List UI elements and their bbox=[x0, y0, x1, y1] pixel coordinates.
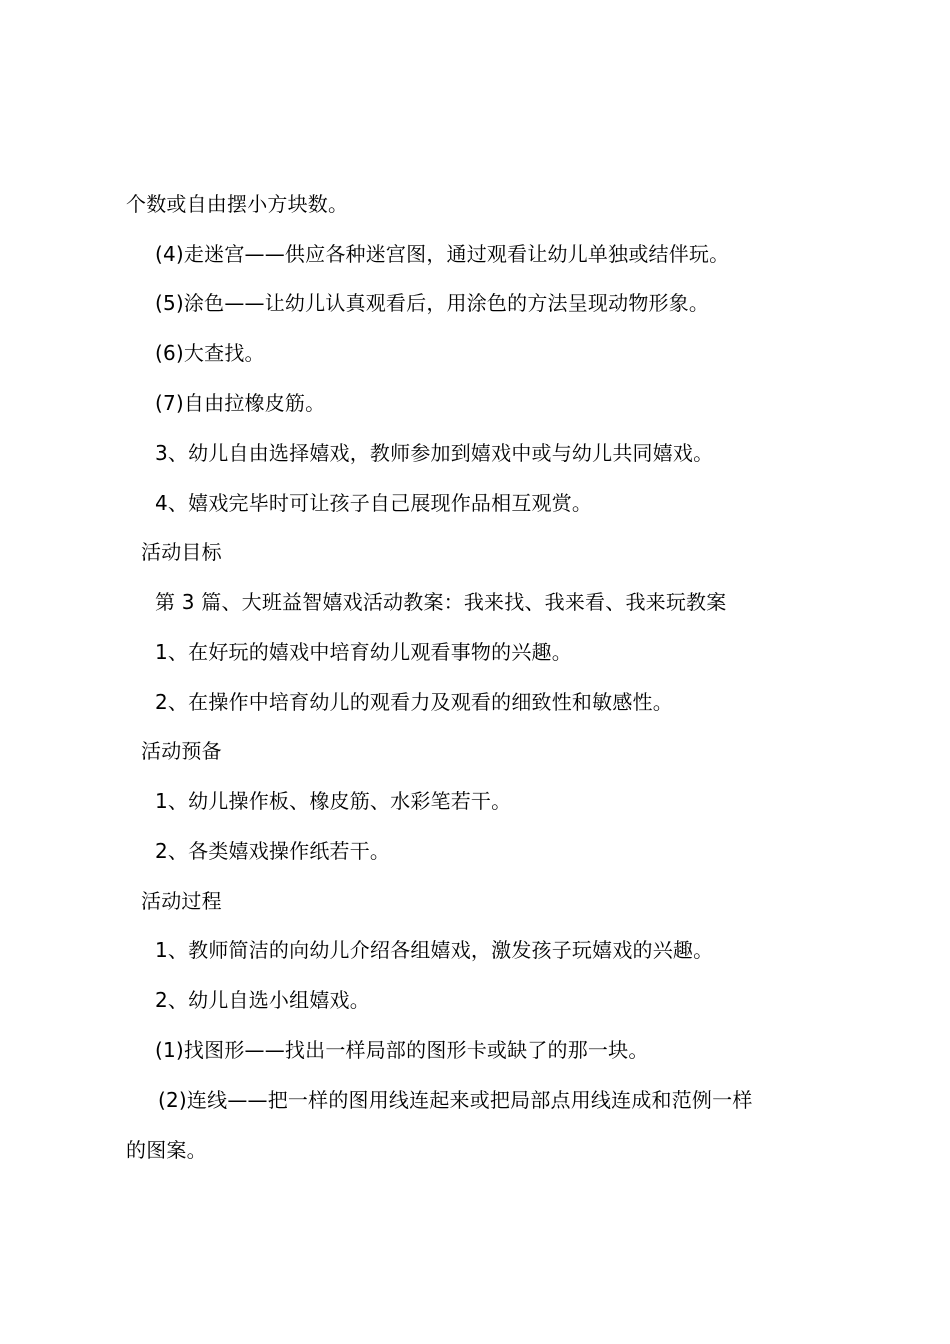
section-heading: 活动过程 bbox=[141, 889, 222, 913]
paragraph-line: (5)涂色——让幼儿认真观看后，用涂色的方法呈现动物形象。 bbox=[155, 291, 710, 315]
paragraph-line: 个数或自由摆小方块数。 bbox=[126, 192, 349, 216]
paragraph-line: 2、各类嬉戏操作纸若干。 bbox=[155, 839, 391, 863]
paragraph-line: (7)自由拉橡皮筋。 bbox=[155, 391, 326, 415]
paragraph-line: 3、幼儿自由选择嬉戏，教师参加到嬉戏中或与幼儿共同嬉戏。 bbox=[155, 441, 714, 465]
paragraph-line: 第 3 篇、大班益智嬉戏活动教案：我来找、我来看、我来玩教案 bbox=[155, 590, 727, 614]
paragraph-line: (1)找图形——找出一样局部的图形卡或缺了的那一块。 bbox=[155, 1038, 649, 1062]
section-heading: 活动预备 bbox=[141, 739, 222, 763]
paragraph-line: (2)连线——把一样的图用线连起来或把局部点用线连成和范例一样 bbox=[158, 1088, 753, 1112]
paragraph-line: (6)大查找。 bbox=[155, 341, 265, 365]
section-heading: 活动目标 bbox=[141, 540, 222, 564]
paragraph-line: 2、幼儿自选小组嬉戏。 bbox=[155, 988, 370, 1012]
paragraph-line: 1、幼儿操作板、橡皮筋、水彩笔若干。 bbox=[155, 789, 512, 813]
paragraph-line: 2、在操作中培育幼儿的观看力及观看的细致性和敏感性。 bbox=[155, 690, 673, 714]
paragraph-line: 1、教师简洁的向幼儿介绍各组嬉戏，激发孩子玩嬉戏的兴趣。 bbox=[155, 938, 714, 962]
paragraph-line: (4)走迷宫——供应各种迷宫图，通过观看让幼儿单独或结伴玩。 bbox=[155, 242, 730, 266]
paragraph-line: 4、嬉戏完毕时可让孩子自己展现作品相互观赏。 bbox=[155, 491, 593, 515]
paragraph-line: 的图案。 bbox=[126, 1138, 207, 1162]
paragraph-line: 1、在好玩的嬉戏中培育幼儿观看事物的兴趣。 bbox=[155, 640, 572, 664]
